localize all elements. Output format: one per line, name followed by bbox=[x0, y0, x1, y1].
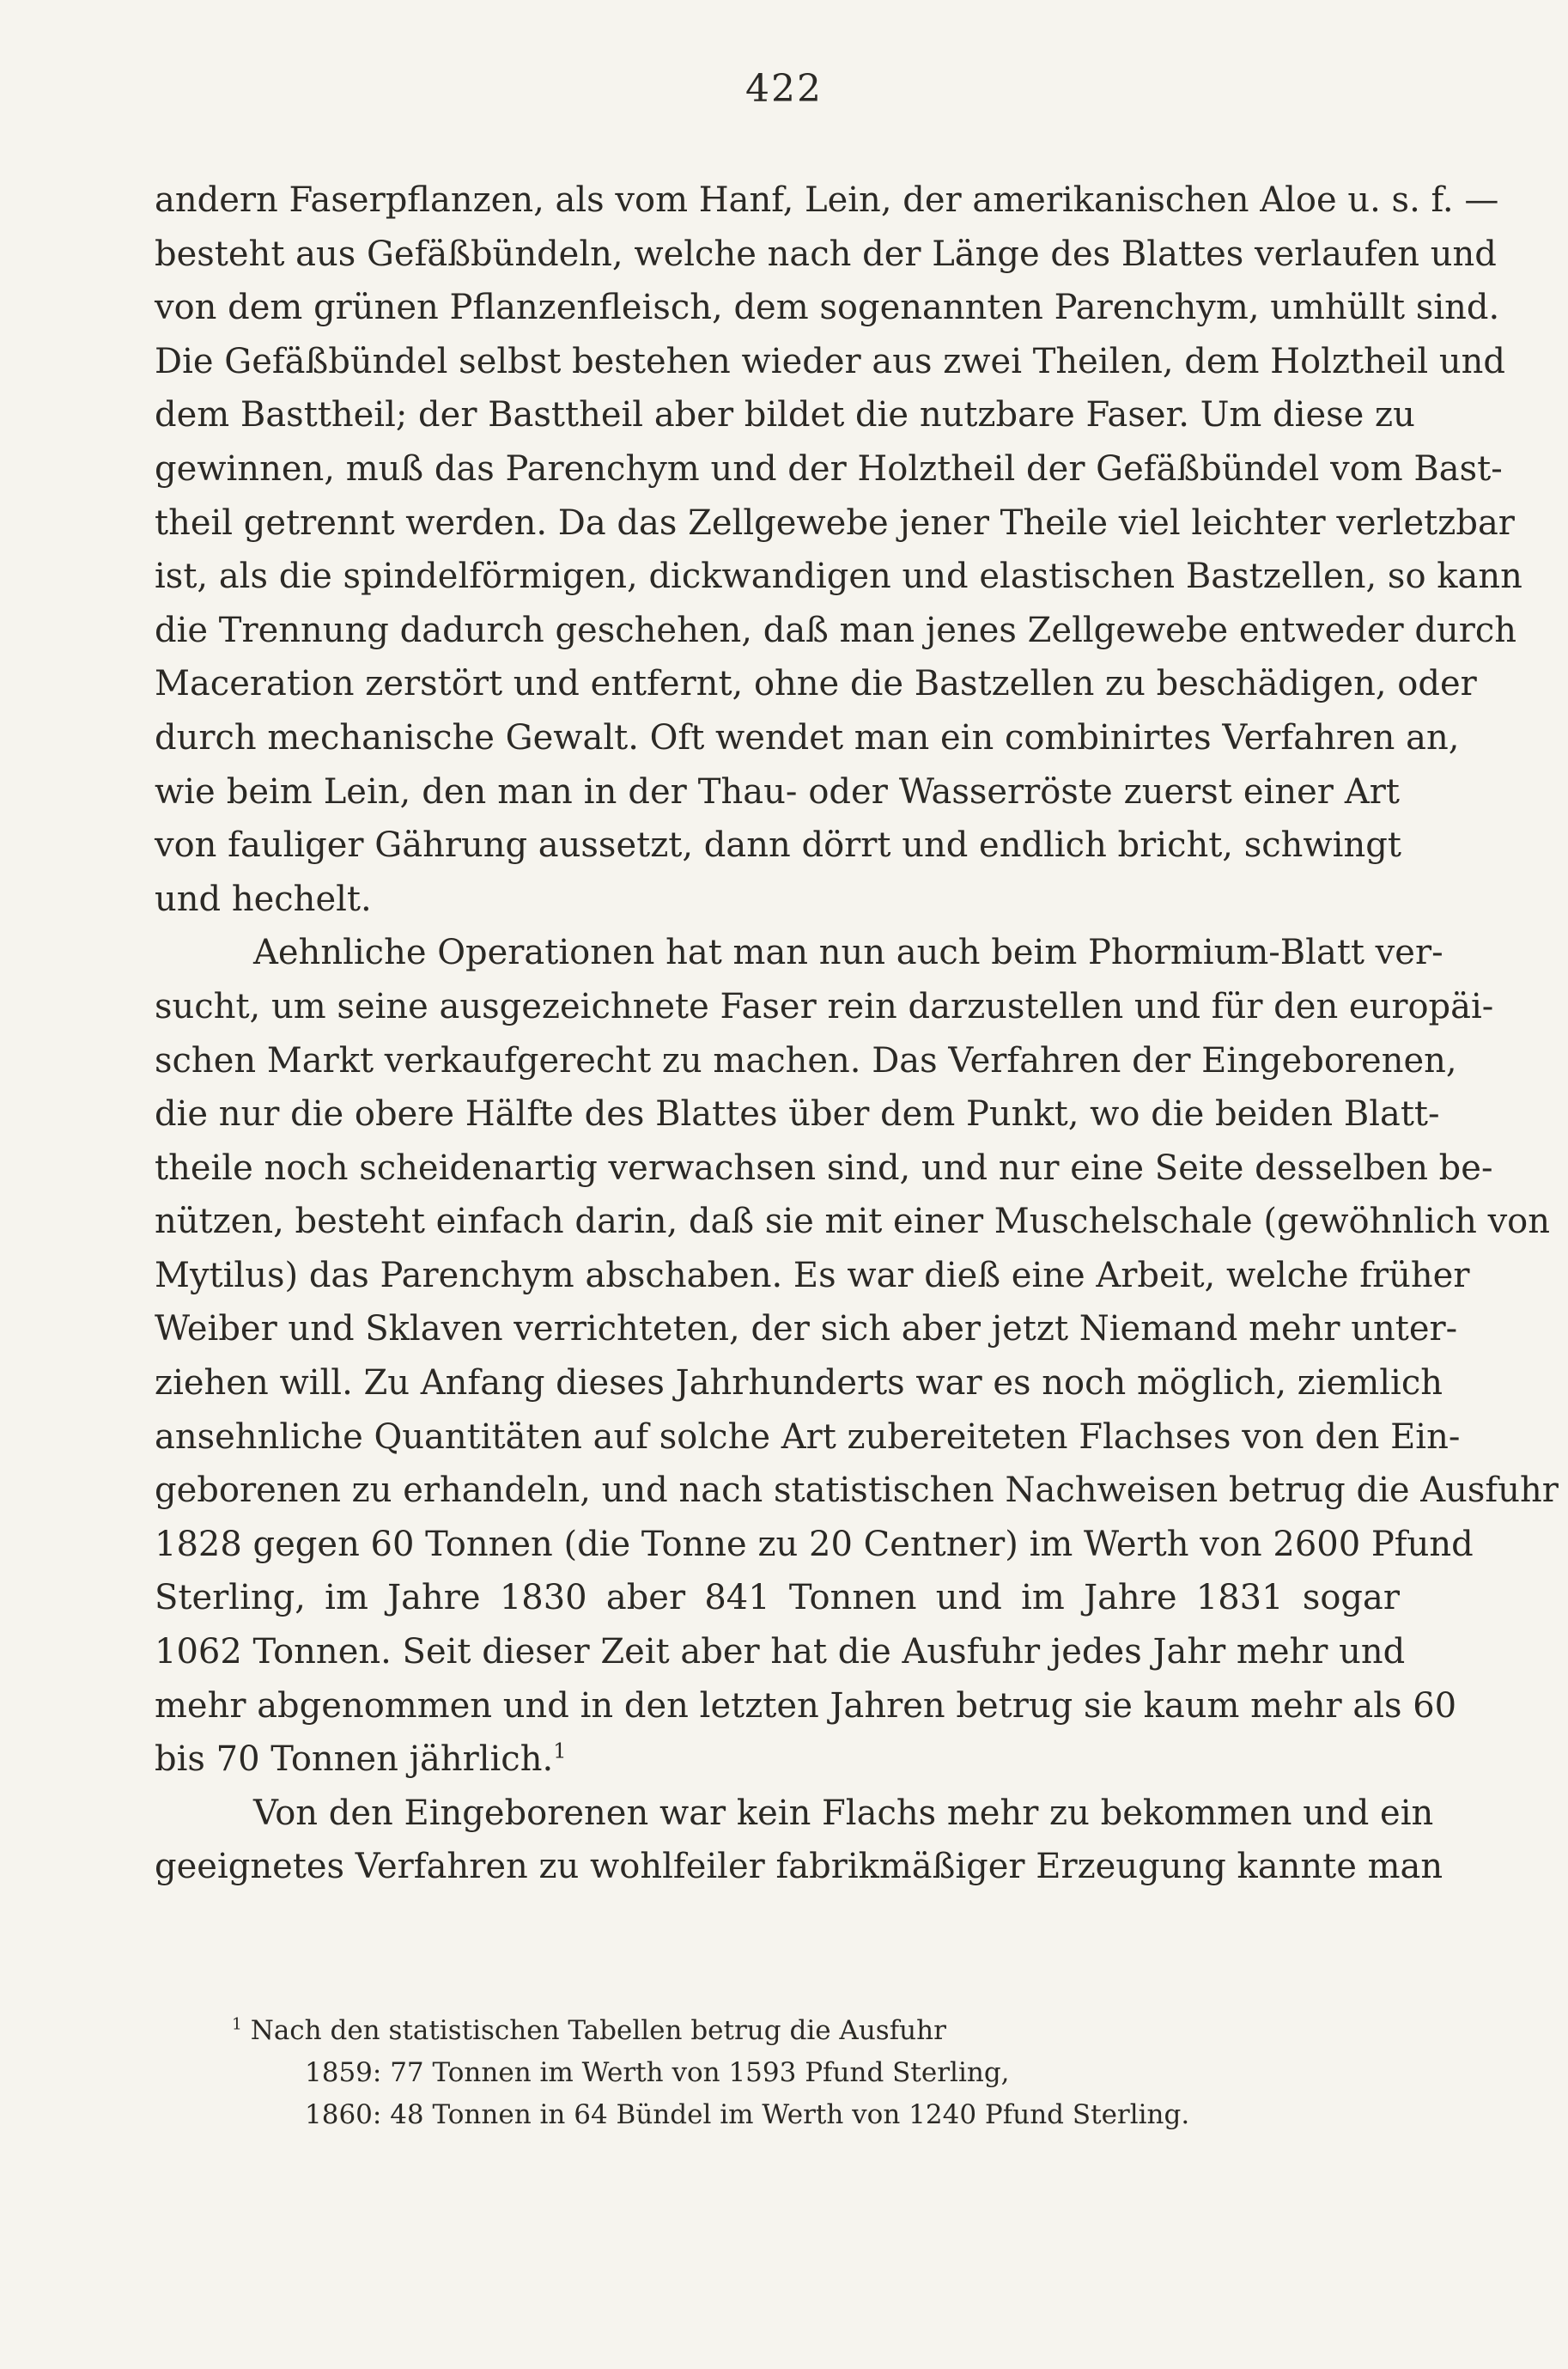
text-line bbox=[155, 1733, 1400, 1787]
body-text bbox=[155, 174, 1559, 1894]
text-line: ansehnliche Quantitäten auf solche Art zubereiteten Flachses von den Ein- bbox=[155, 1416, 1461, 1457]
footnote-entry: 1860: 48 Tonnen in 64 Bündel im Werth von 1240 Pfund Sterling. bbox=[305, 2099, 1190, 2130]
text-line: von dem grünen Pflanzenfleisch, dem sogenannten Parenchym, umhüllt sind. bbox=[155, 288, 1500, 328]
text-line: gewinnen, muß das Parenchym und der Holztheil der Gefäßbündel vom Bast- bbox=[155, 448, 1503, 489]
footnote bbox=[232, 2010, 1400, 2136]
footnote-reference: 1 bbox=[553, 1739, 567, 1763]
text-line: mehr abgenommen und in den letzten Jahren betrug sie kaum mehr als 60 bbox=[155, 1685, 1457, 1726]
page-number: 422 bbox=[745, 67, 823, 111]
footnote-marker: 1 bbox=[232, 2015, 242, 2034]
footnote-entry: 1859: 77 Tonnen im Werth von 1593 Pfund Sterling, bbox=[305, 2057, 1010, 2088]
text-line: ziehen will. Zu Anfang dieses Jahrhunderts war es noch möglich, ziemlich bbox=[155, 1363, 1443, 1404]
text-line: die nur die obere Hälfte des Blattes über dem Punkt, wo die beiden Blatt- bbox=[155, 1094, 1440, 1135]
text-line: geeignetes Verfahren zu wohlfeiler fabrikmäßiger Erzeugung kannte man bbox=[155, 1847, 1443, 1887]
text-line: dem Basttheil; der Basttheil aber bildet die nutzbare Faser. Um diese zu bbox=[155, 395, 1415, 435]
footnote-intro-line bbox=[232, 2010, 1400, 2052]
text-line: theil getrennt werden. Da das Zellgewebe jener Theile viel leichter verletzbar bbox=[155, 502, 1515, 543]
text-line: geborenen zu erhandeln, und nach statistischen Nachweisen betrug die Ausfuhr bbox=[155, 1471, 1559, 1511]
text-line: theile noch scheidenartig verwachsen sind, und nur eine Seite desselben be- bbox=[155, 1148, 1493, 1188]
text-line: und hechelt. bbox=[155, 879, 372, 919]
text-line: nützen, besteht einfach darin, daß sie mit einer Muschelschale (gewöhnlich von bbox=[155, 1202, 1551, 1242]
text-line: wie beim Lein, den man in der Thau- oder Wasserröste zuerst einer Art bbox=[155, 771, 1400, 812]
text-line: besteht aus Gefäßbündeln, welche nach der Länge des Blattes verlaufen und bbox=[155, 234, 1497, 274]
text-line: 1828 gegen 60 Tonnen (die Tonne zu 20 Centner) im Werth von 2600 Pfund bbox=[155, 1524, 1474, 1564]
text-line: ist, als die spindelförmigen, dickwandigen und elastischen Bastzellen, so kann bbox=[155, 557, 1522, 597]
text-line-content: bis 70 Tonnen jährlich. bbox=[155, 1739, 554, 1780]
text-line: die Trennung dadurch geschehen, daß man jenes Zellgewebe entweder durch bbox=[155, 610, 1517, 650]
text-line: Maceration zerstört und entfernt, ohne die Bastzellen zu beschädigen, oder bbox=[155, 664, 1477, 704]
text-line: Sterling, im Jahre 1830 aber 841 Tonnen und im Jahre 1831 sogar bbox=[155, 1578, 1400, 1618]
text-line: schen Markt verkaufgerecht zu machen. Das Verfahren der Eingeborenen, bbox=[155, 1040, 1457, 1081]
text-line: sucht, um seine ausgezeichnete Faser rein darzustellen und für den europäi- bbox=[155, 986, 1494, 1026]
text-line: 1062 Tonnen. Seit dieser Zeit aber hat die Ausfuhr jedes Jahr mehr und bbox=[155, 1632, 1406, 1672]
text-line: Mytilus) das Parenchym abschaben. Es war dieß eine Arbeit, welche früher bbox=[155, 1255, 1470, 1295]
text-line: von fauliger Gährung aussetzt, dann dörrt und endlich bricht, schwingt bbox=[155, 825, 1401, 866]
footnote-intro: Nach den statistischen Tabellen betrug die Ausfuhr bbox=[250, 2015, 946, 2046]
text-line: Die Gefäßbündel selbst bestehen wieder aus zwei Theilen, dem Holztheil und bbox=[155, 341, 1505, 381]
text-line: durch mechanische Gewalt. Oft wendet man ein combinirtes Verfahren an, bbox=[155, 717, 1460, 758]
text-line: andern Faserpflanzen, als vom Hanf, Lein, der amerikanischen Aloe u. s. f. — bbox=[155, 180, 1499, 220]
text-line: Von den Eingeborenen war kein Flachs mehr zu bekommen und ein bbox=[253, 1793, 1434, 1833]
text-line: Aehnliche Operationen hat man nun auch beim Phormium-Blatt ver- bbox=[253, 933, 1443, 973]
text-line: Weiber und Sklaven verrichteten, der sich aber jetzt Niemand mehr unter- bbox=[155, 1309, 1458, 1349]
